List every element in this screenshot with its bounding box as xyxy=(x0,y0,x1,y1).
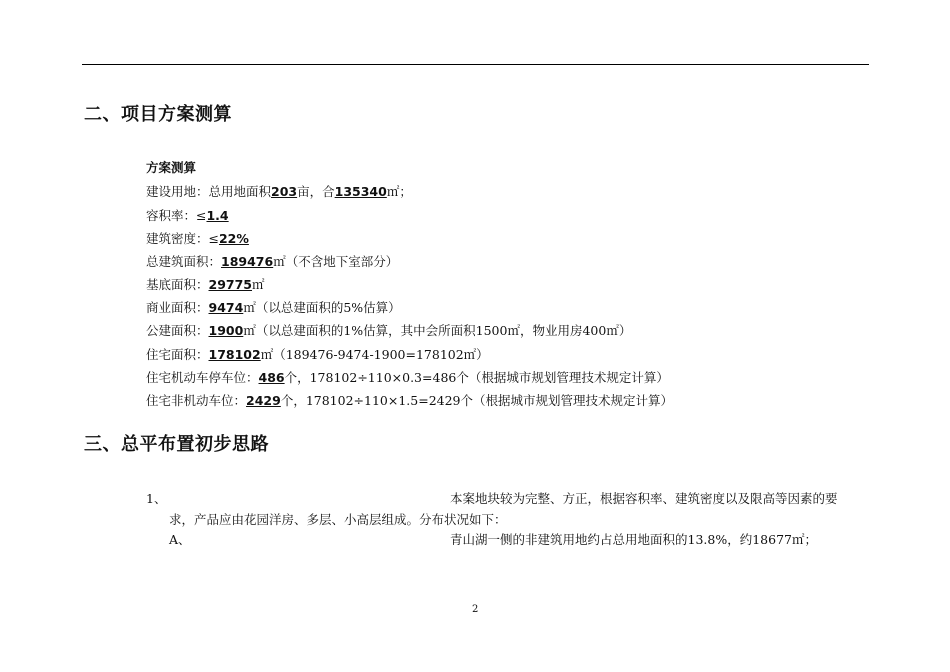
nonmotor-rest: 个，178102÷110×1.5=2429个（根据城市规划管理技术规定计算） xyxy=(280,393,674,408)
base-rest: ㎡ xyxy=(252,277,265,292)
far-label: 容积率：≤ xyxy=(146,208,207,223)
residential-rest: ㎡（189476-9474-1900=178102㎡） xyxy=(260,347,489,362)
gfa-value: 189476 xyxy=(221,254,274,269)
gfa-line xyxy=(146,252,398,270)
header-rule xyxy=(82,64,869,65)
residential-line xyxy=(146,345,489,363)
motor-label: 住宅机动车停车位： xyxy=(146,370,259,385)
commercial-value: 9474 xyxy=(208,300,244,315)
motor-parking-line xyxy=(146,368,669,386)
paragraph-1-text: 本案地块较为完整、方正，根据容积率、建筑密度以及限高等因素的要 xyxy=(450,491,838,506)
residential-value: 178102 xyxy=(208,347,261,362)
commercial-rest: ㎡（以总建面积的5%估算） xyxy=(243,300,401,315)
public-label: 公建面积： xyxy=(146,323,209,338)
calc-heading: 方案测算 xyxy=(146,160,197,175)
section-3-title: 三、总平布置初步思路 xyxy=(84,434,269,455)
land-unit: ㎡； xyxy=(386,184,412,199)
nonmotor-parking-line xyxy=(146,391,673,409)
nonmotor-label: 住宅非机动车位： xyxy=(146,393,247,408)
density-label: 建筑密度：≤ xyxy=(146,231,219,246)
paragraph-a-text: 青山湖一侧的非建筑用地约占总用地面积的13.8%，约18677㎡； xyxy=(450,532,817,547)
base-value: 29775 xyxy=(208,277,253,292)
commercial-line xyxy=(146,298,401,316)
gfa-label: 总建筑面积： xyxy=(146,254,222,269)
paragraph-1-number: 1、 xyxy=(146,491,167,506)
base-line xyxy=(146,275,265,293)
public-line xyxy=(146,321,631,339)
far-line xyxy=(146,206,229,224)
commercial-label: 商业面积： xyxy=(146,300,209,315)
land-label: 建设用地：总用地面积 xyxy=(146,184,272,199)
far-value: 1.4 xyxy=(206,208,229,223)
density-line xyxy=(146,229,249,247)
nonmotor-value: 2429 xyxy=(246,393,281,408)
public-rest: ㎡（以总建面积的1%估算，其中会所面积1500㎡，物业用房400㎡） xyxy=(243,323,632,338)
land-mu-value: 203 xyxy=(271,184,298,199)
density-value: 22% xyxy=(218,231,249,246)
page-number: 2 xyxy=(472,604,479,615)
gfa-rest: ㎡（不含地下室部分） xyxy=(273,254,399,269)
paragraph-1-continuation: 求，产品应由花园洋房、多层、小高层组成。分布状况如下： xyxy=(169,512,507,527)
land-line xyxy=(146,182,412,200)
public-value: 1900 xyxy=(208,323,244,338)
land-mid: 亩，合 xyxy=(297,184,335,199)
section-2-title: 二、项目方案测算 xyxy=(84,104,232,125)
motor-value: 486 xyxy=(258,370,285,385)
residential-label: 住宅面积： xyxy=(146,347,209,362)
land-sqm-value: 135340 xyxy=(334,184,387,199)
motor-rest: 个，178102÷110×0.3=486个（根据城市规划管理技术规定计算） xyxy=(284,370,669,385)
paragraph-a-number: A、 xyxy=(169,532,191,547)
base-label: 基底面积： xyxy=(146,277,209,292)
